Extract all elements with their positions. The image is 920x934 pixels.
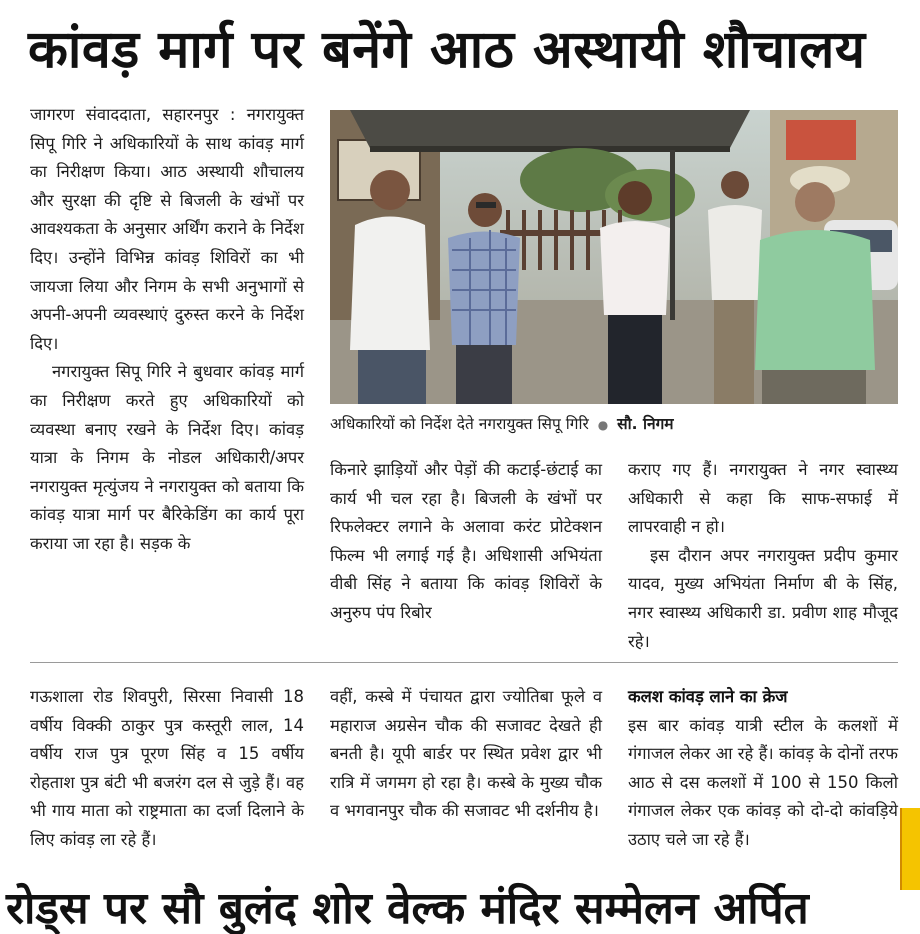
lower-subheading: कलश कांवड़ लाने का क्रेज <box>628 687 788 706</box>
article-column-1 <box>30 101 304 559</box>
article-paragraph: जागरण संवाददाता, सहारनपुर : नगरायुक्त सिपू गिरि ने अधिकारियों के साथ कांवड़ मार्ग का निरीक्षण किया। आठ अस्थायी शौचालय और सुरक्षा की दृष्टि से बिजली के खंभों पर आवश्यकता के अनुसार अर्थिंग कराने के निर्देश दिए। उन्होंने विभिन्न कांवड़ शिविरों का भी जायजा लिया और निगम के सभी अनुभागों से अपनी-अपनी व्यवस्थाएं दुरुस्त करने के निर्देश दिए। <box>30 105 304 353</box>
news-photo <box>330 110 898 404</box>
article-column-3 <box>628 456 898 656</box>
article-paragraph: इस दौरान अपर नगरायुक्त प्रदीप कुमार यादव, मुख्य अभियंता निर्माण बी के सिंह, नगर स्वास्थ्य अधिकारी डा. प्रवीण शाह मौजूद रहे। <box>628 545 898 651</box>
lower-paragraph: इस बार कांवड़ यात्री स्टील के कलशों में गंगाजल लेकर आ रहे हैं। कांवड़ के दोनों तरफ आठ से दस कलशों में 100 से 150 किलो गंगाजल लेकर एक कांवड़ को दो-दो कांवड़िये उठाए चले जा रहे हैं। <box>628 715 898 849</box>
photo-caption <box>330 410 898 438</box>
headline: कांवड़ मार्ग पर बनेंगे आठ अस्थायी शौचालय <box>28 20 866 80</box>
lower-column-2 <box>330 683 602 826</box>
article-paragraph: नगरायुक्त सिपू गिरि ने बुधवार कांवड़ मार्ग का निरीक्षण करते हुए अधिकारियों को व्यवस्था बनाए रखने के निर्देश दिए। कांवड़ यात्रा के निगम के नोडल अधिकारी/अपर नगरायुक्त मृत्युंजय ने नगरायुक्त को बताया कि कांवड़ यात्रा मार्ग पर बैरिकेडिंग का कार्य पूरा कराया जा रहा है। सड़क के <box>30 362 304 553</box>
article-paragraph: कराए गए हैं। नगरायुक्त ने नगर स्वास्थ्य अधिकारी से कहा कि साफ-सफाई में लापरवाही न हो। <box>628 460 898 537</box>
officials-inspection-photo <box>330 110 898 404</box>
article-column-2 <box>330 456 602 628</box>
lower-paragraph: वहीं, कस्बे में पंचायत द्वारा ज्योतिबा फूले व महाराज अग्रसेन चौक की सजावट देखते ही बनती है। यूपी बार्डर पर स्थित प्रवेश द्वार भी रात्रि में जगमग हो रहा है। कस्बे के मुख्य चौक व भगवानपुर चौक की सजावट भी दर्शनीय है। <box>330 687 602 821</box>
caption-text: अधिकारियों को निर्देश देते नगरायुक्त सिपू गिरि <box>330 415 589 433</box>
lower-column-1 <box>30 683 304 855</box>
photo-credit: सौ. निगम <box>617 415 674 433</box>
article-paragraph: किनारे झाड़ियों और पेड़ों की कटाई-छंटाई का कार्य भी चल रहा है। बिजली के खंभों पर रिफलेक्टर लगाने के अलावा करंट प्रोटेक्शन फिल्म भी लगाई गई है। अधिशासी अभियंता वीबी सिंह ने बताया कि कांवड़ शिविरों के अनुरुप पंप रिबोर <box>330 460 602 622</box>
cutoff-headline <box>0 883 920 934</box>
lower-column-3 <box>628 683 898 855</box>
cutoff-headline-text: रोड्स पर सौ बुलंद शोर वेल्क मंदिर सम्मेलन अर्पित <box>6 883 809 934</box>
edge-advertisement <box>900 808 920 890</box>
section-divider <box>30 662 898 663</box>
caption-bullet: ● <box>597 418 609 432</box>
lower-paragraph: गऊशाला रोड शिवपुरी, सिरसा निवासी 18 वर्षीय विक्की ठाकुर पुत्र कस्तूरी लाल, 14 वर्षीय राज पुत्र पूरण सिंह व 15 वर्षीय रोहताश पुत्र बंटी भी बजरंग दल से जुड़े हैं। वह भी गाय माता को राष्ट्रमाता का दर्जा दिलाने के लिए कांवड़ ला रहे हैं। <box>30 687 304 849</box>
